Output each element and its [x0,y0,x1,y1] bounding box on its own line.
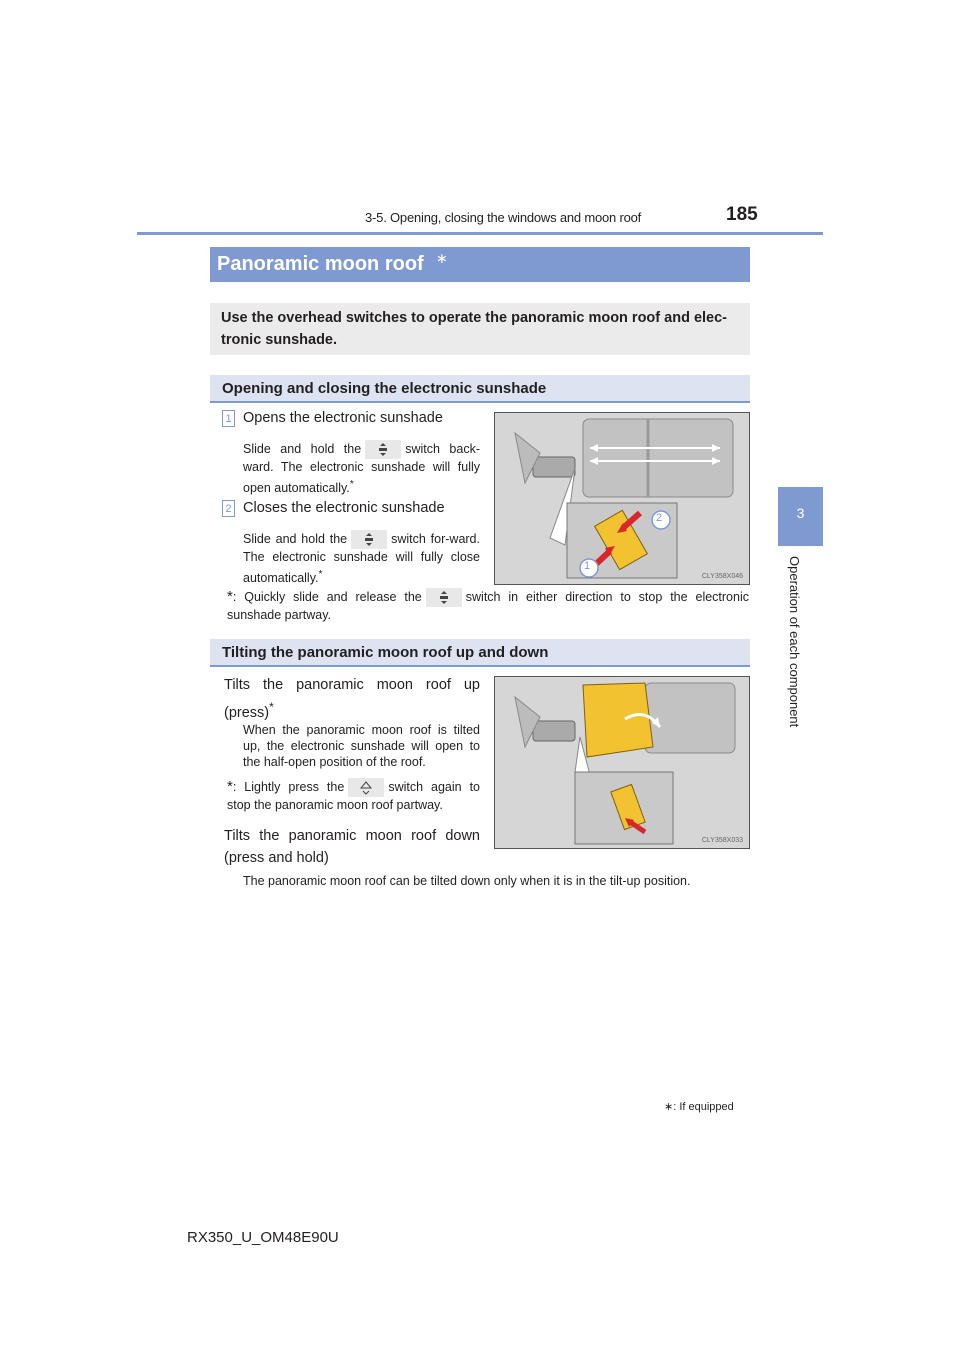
intro-text: Use the overhead switches to operate the panoramic moon roof and elec-tronic sunshade. [221,310,728,348]
tilt-up-title [224,674,480,724]
body-text: switch for-ward. The electronic sunshade will fully close automatically. [243,531,480,586]
header-rule [137,232,823,235]
chapter-label: Operation of each component [787,556,802,728]
sunshade-illustration [494,412,750,585]
item-title-close: Closes the electronic sunshade [243,500,445,516]
asterisk: * [349,479,354,490]
page-title: Panoramic moon roof [217,253,424,275]
tilt-up-body: When the panoramic moon roof is tilted up, the electronic sunshade will open to the half-open position of the roof. [243,723,480,769]
callout-1: 1 [584,560,591,572]
section-heading-text: Tilting the panoramic moon roof up and down [222,644,549,661]
asterisk: * [227,588,233,605]
item-body-close [243,530,480,587]
manual-code: RX350_U_OM48E90U [187,1229,339,1246]
sunshade-switch-icon [351,530,387,549]
tilt-down-body: The panoramic moon roof can be tilted down only when it is in the tilt-up position. [243,874,691,888]
section-heading-sunshade [210,375,750,403]
asterisk: * [269,700,274,714]
asterisk: * [227,778,233,795]
overhead-console-drawing [495,413,750,585]
footnote-text: switch in either direction to stop the electronic sunshade partway. [227,590,749,623]
chapter-tab: 3 [778,487,823,546]
footnote-text: : Lightly press the [232,780,345,794]
tilt-roof-drawing [495,677,750,849]
if-equipped-note: ∗: If equipped [664,1101,734,1113]
item-body-open [243,440,480,497]
body-text: Slide and hold the [243,441,362,456]
asterisk: * [318,569,323,580]
tilt-switch-icon [348,778,384,797]
callout-2: 2 [656,512,663,524]
sunshade-switch-icon [426,588,462,607]
step-number-2: 2 [222,500,235,517]
page-title-bar [210,247,750,282]
sunshade-switch-icon [365,440,401,459]
tilt-down-title: Tilts the panoramic moon roof down (press and hold) [224,828,480,866]
illustration-code: CLY358X046 [701,573,743,580]
tilt-footnote [227,778,480,814]
tilt-illustration [494,676,750,849]
section-heading-text: Opening and closing the electronic sunshade [222,380,547,397]
running-header: 3-5. Opening, closing the windows and moon roof [365,210,642,225]
section-heading-tilt [210,639,750,667]
sunshade-footnote [227,588,749,624]
title-asterisk: ∗ [436,250,448,266]
item-title-open: Opens the electronic sunshade [243,410,443,426]
footnote-text: : Quickly slide and release the [232,590,422,604]
illustration-code: CLY358X033 [701,837,743,844]
body-text: Slide and hold the [243,531,348,546]
step-number-1: 1 [222,410,235,427]
body-text: switch back-ward. The electronic sunshade will fully open automatically. [243,441,480,496]
intro-box [210,303,750,355]
tilt-up-title-text: Tilts the panoramic moon roof up (press) [224,677,480,721]
page-number: 185 [726,204,758,225]
footnote-text: switch again to stop the panoramic moon roof partway. [227,780,480,813]
